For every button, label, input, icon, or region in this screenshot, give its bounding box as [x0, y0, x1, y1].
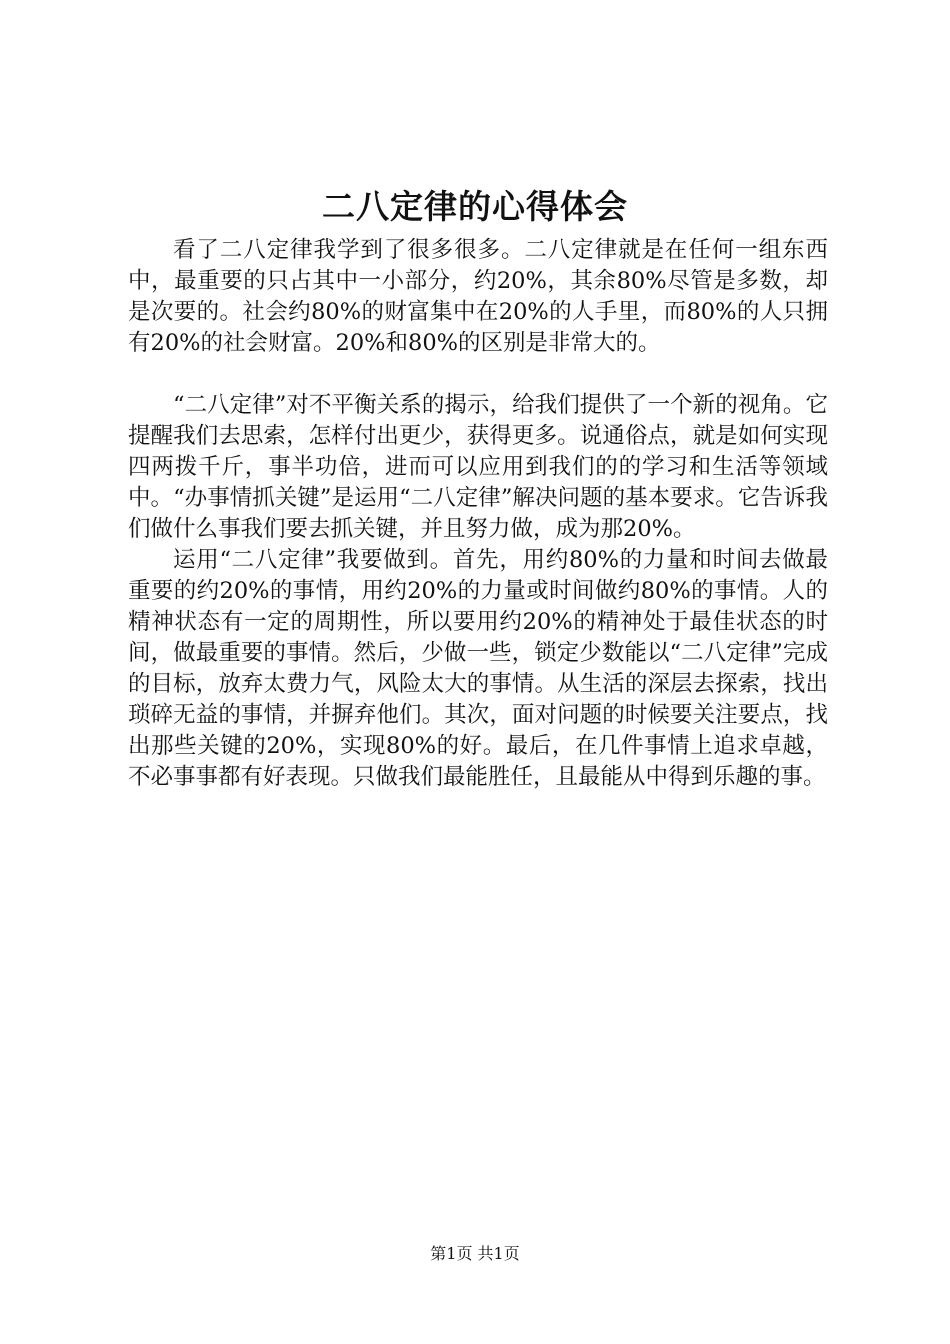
- paragraph-3: 运用“二八定律”我要做到。首先，用约80%的力量和时间去做最重要的约20%的事情，用约20%的力量或时间做约80%的事情。人的精神状态有一定的周期性，所以要用约20%的精神处于最佳状态的时间，做最重要的事情。然后，少做一些，锁定少数能以“二八定律”完成的目标，放弃太费力气，风险太大的事情。从生活的深层去探索，找出琐碎无益的事情，并摒弃他们。其次，面对问题的时候要关注要点，找出那些关键的20%，实现80%的好。最后，在几件事情上追求卓越，不必事事都有好表现。只做我们最能胜任，且最能从中得到乐趣的事。: [128, 547, 828, 790]
- paragraph-2: “二八定律”对不平衡关系的揭示，给我们提供了一个新的视角。它提醒我们去思索，怎样付出更少，获得更多。说通俗点，就是如何实现四两拨千斤，事半功倍，进而可以应用到我们的的学习和生活等领域中。“办事情抓关键”是运用“二八定律”解决问题的基本要求。它告诉我们做什么事我们要去抓关键，并且努力做，成为那20%。: [128, 392, 828, 542]
- document-body: [128, 235, 828, 793]
- page-footer: 第1页 共1页: [430, 1244, 520, 1263]
- document-title: 二八定律的心得体会: [322, 187, 628, 226]
- paragraph-1: 看了二八定律我学到了很多很多。二八定律就是在任何一组东西中，最重要的只占其中一小部分，约20%，其余80%尽管是多数，却是次要的。社会约80%的财富集中在20%的人手里，而80%的人只拥有20%的社会财富。20%和80%的区别是非常大的。: [128, 237, 828, 356]
